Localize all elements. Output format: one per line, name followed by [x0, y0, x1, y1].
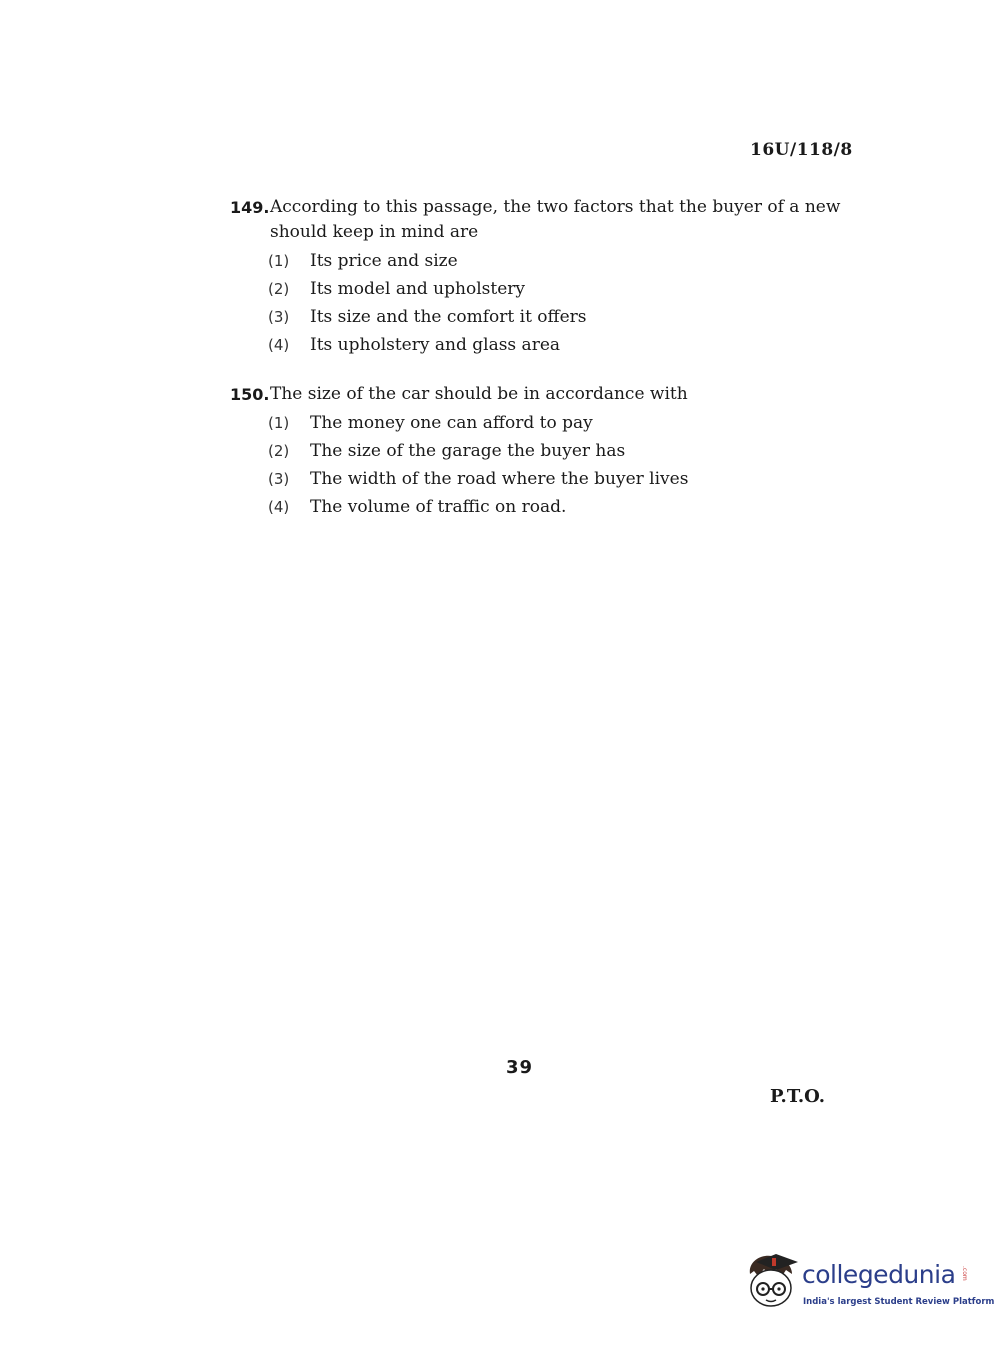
option-text: The width of the road where the buyer lives	[310, 468, 689, 489]
brand-tagline: India's largest Student Review Platform	[803, 1297, 995, 1307]
question-text: The size of the car should be in accordance with	[270, 384, 688, 404]
option-text: The volume of traffic on road.	[310, 496, 567, 517]
question-number: 149.	[230, 198, 270, 217]
option-number: (1)	[268, 413, 290, 432]
option-2	[268, 437, 860, 465]
brand-name: collegedunia	[802, 1260, 956, 1289]
option-number: (3)	[268, 469, 290, 488]
mascot-icon	[742, 1252, 800, 1314]
options-list	[230, 247, 860, 359]
option-2	[268, 275, 860, 303]
option-3	[268, 465, 860, 493]
option-text: The money one can afford to pay	[310, 412, 593, 433]
option-number: (4)	[268, 335, 290, 354]
option-1	[268, 247, 860, 275]
watermark-logo	[742, 1252, 995, 1318]
brand-dotcom: .com	[961, 1266, 968, 1281]
pto-label: P.T.O.	[770, 1086, 826, 1107]
question-149	[230, 195, 860, 359]
question-150	[230, 382, 860, 521]
page-number: 39	[506, 1057, 534, 1078]
option-text: Its price and size	[310, 250, 458, 271]
option-text: The size of the garage the buyer has	[310, 440, 626, 461]
question-number: 150.	[230, 385, 270, 404]
option-number: (1)	[268, 251, 290, 270]
option-number: (3)	[268, 307, 290, 326]
options-list	[230, 409, 860, 521]
option-text: Its size and the comfort it offers	[310, 306, 587, 327]
page-code: 16U/118/8	[750, 140, 853, 160]
option-text: Its upholstery and glass area	[310, 334, 561, 355]
option-3	[268, 303, 860, 331]
option-1	[268, 409, 860, 437]
option-number: (4)	[268, 497, 290, 516]
question-text-continued: should keep in mind are	[270, 222, 479, 242]
question-text: According to this passage, the two factors that the buyer of a new	[270, 197, 841, 217]
option-4	[268, 331, 860, 359]
option-text: Its model and upholstery	[310, 278, 525, 299]
option-number: (2)	[268, 441, 290, 460]
option-number: (2)	[268, 279, 290, 298]
option-4	[268, 493, 860, 521]
